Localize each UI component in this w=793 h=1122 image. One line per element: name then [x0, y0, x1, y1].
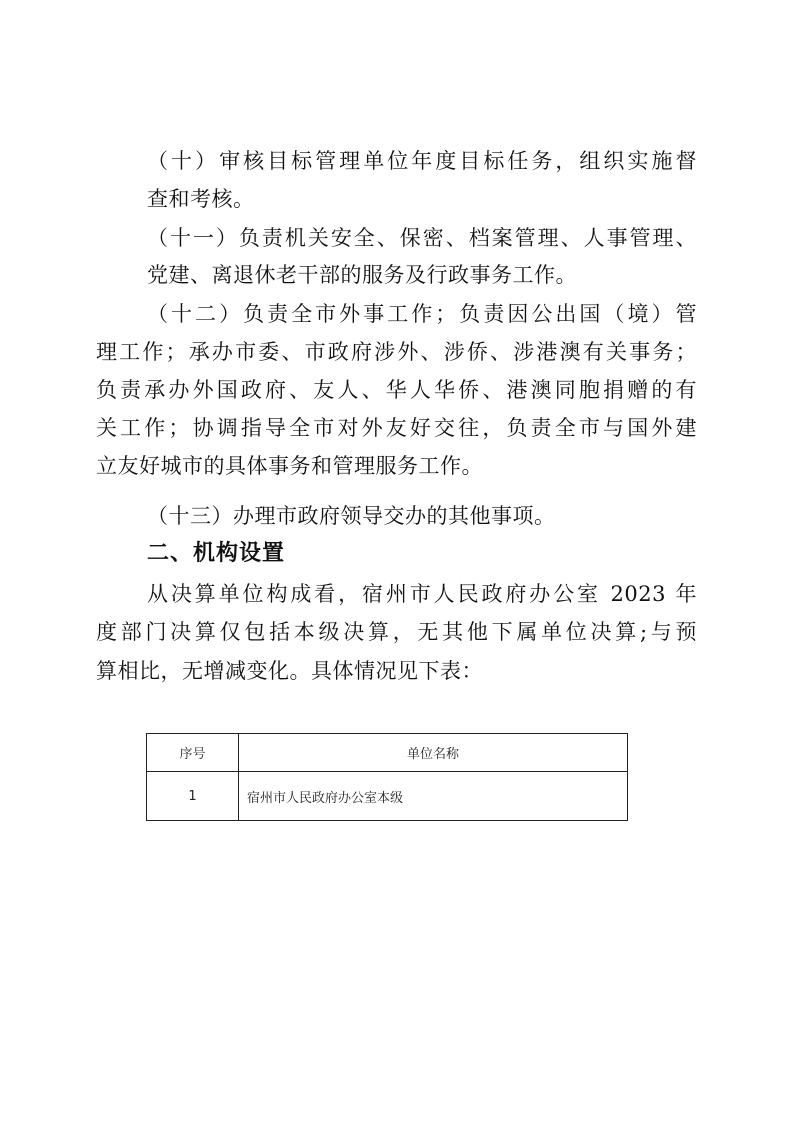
org-paragraph-line-1: 从决算单位构成看，宿州市人民政府办公室 2023 年 — [147, 582, 697, 606]
org-paragraph-line-2: 度部门决算仅包括本级决算，无其他下属单位决算;与预 — [96, 620, 697, 644]
section-heading: 二、机构设置 — [147, 541, 286, 566]
cell-unit-name: 宿州市人民政府办公室本级 — [239, 772, 628, 821]
header-unit-name: 单位名称 — [239, 734, 628, 772]
cell-serial: 1 — [147, 772, 239, 821]
unit-table — [146, 733, 628, 821]
paragraph-10-line-1: （十）审核目标管理单位年度目标任务，组织实施督 — [147, 149, 697, 173]
paragraph-11-line-2: 党建、离退休老干部的服务及行政事务工作。 — [147, 263, 577, 287]
org-paragraph-line-3: 算相比，无增减变化。具体情况见下表： — [96, 659, 483, 683]
paragraph-10-line-2: 查和考核。 — [147, 187, 255, 211]
paragraph-12-line-1: （十二）负责全市外事工作；负责因公出国（境）管 — [147, 302, 697, 326]
paragraph-12-line-3: 负责承办外国政府、友人、华人华侨、港澳同胞捐赠的有 — [96, 378, 697, 402]
paragraph-13-line-1: （十三）办理市政府领导交办的其他事项。 — [147, 504, 556, 528]
paragraph-12-line-5: 立友好城市的具体事务和管理服务工作。 — [96, 454, 483, 478]
paragraph-12-line-2: 理工作；承办市委、市政府涉外、涉侨、涉港澳有关事务； — [96, 340, 697, 364]
header-serial: 序号 — [147, 734, 239, 772]
table-row — [147, 772, 628, 821]
paragraph-12-line-4: 关工作；协调指导全市对外友好交往，负责全市与国外建 — [96, 416, 697, 440]
table-header-row — [147, 734, 628, 772]
paragraph-11-line-1: （十一）负责机关安全、保密、档案管理、人事管理、 — [147, 226, 697, 250]
